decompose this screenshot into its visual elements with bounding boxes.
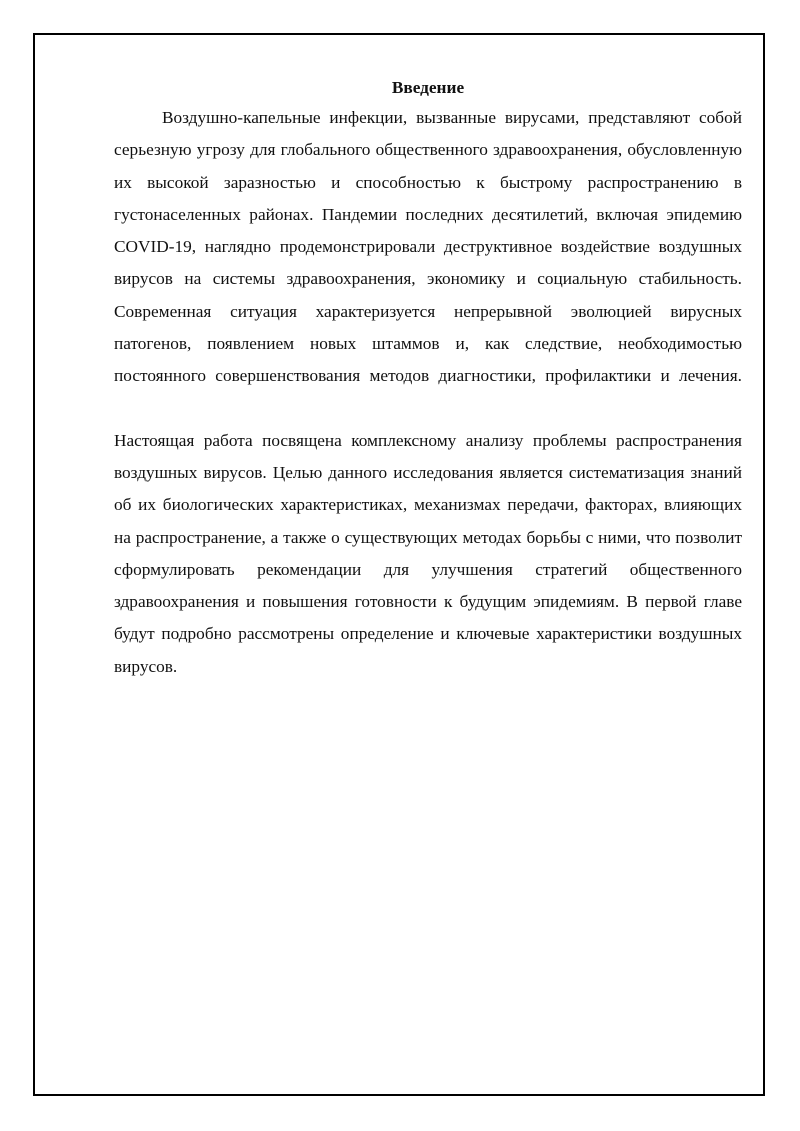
paragraph-introduction-1: Воздушно-капельные инфекции, вызванные вирусами, представляют собой серьезную угрозу для глобального общественного здравоохранения, обусловленную их высокой заразностью и способностью к быстрому распространению в густонаселенных районах. Пандемии последних десятилетий, включая эпидемию COVID-19, наглядно продемонстрировали деструктивное воздействие воздушных вирусов на системы здравоохранения, экономику и социальную стабильность. Современная ситуация характеризуется непрерывной эволюцией вирусных патогенов, появлением новых штаммов и, как следствие, необходимостью постоянного совершенствования методов диагностики, профилактики и лечения. [114,108,742,386]
paragraph-introduction-2: Настоящая работа посвящена комплексному анализу проблемы распространения воздушных вирусов. Целью данного исследования является систематизация знаний об их биологических характеристиках, механизмах передачи, факторах, влияющих на распространение, а также о существующих методах борьбы с ними, что позволит сформулировать рекомендации для улучшения стратегий общественного здравоохранения и повышения готовности к будущим эпидемиям. В первой главе будут подробно рассмотрены определение и ключевые характеристики воздушных вирусов. [114,430,742,676]
section-title: Введение [391,78,465,97]
document-body [114,76,742,683]
